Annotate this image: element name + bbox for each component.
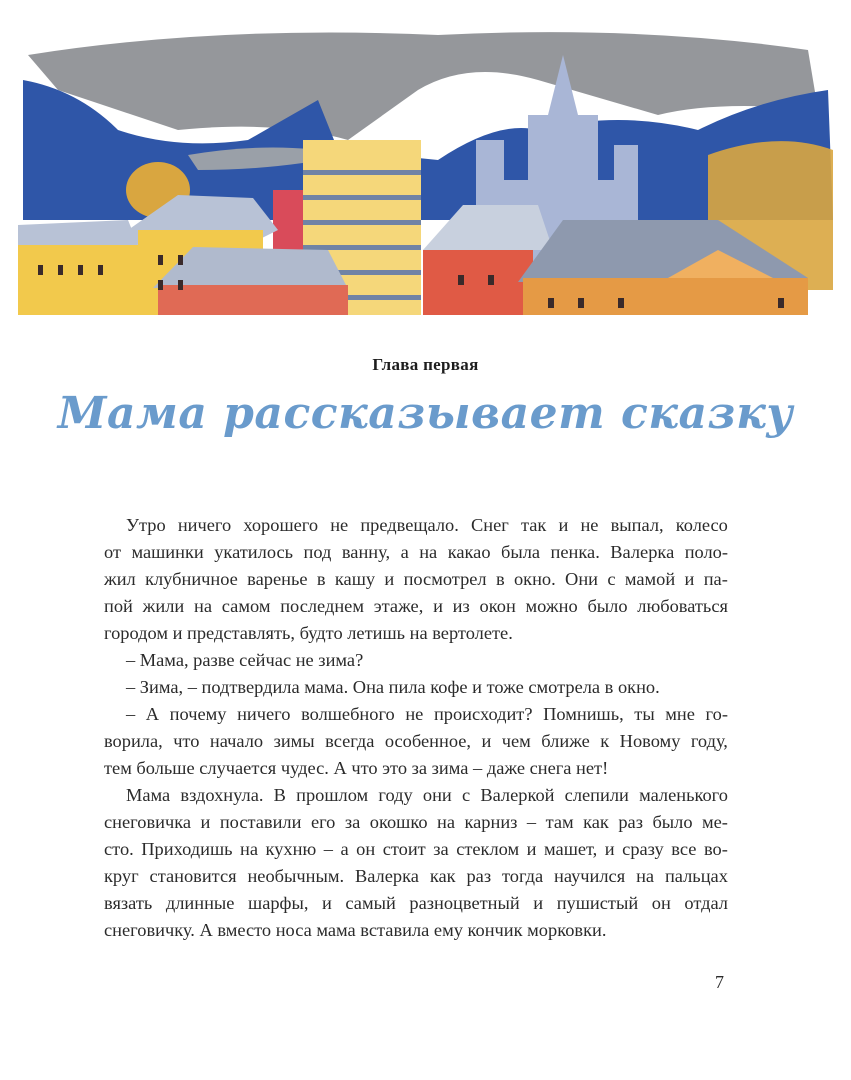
text-line: снеговичка и поставили его за окошко на карниз – там как раз было ме- bbox=[104, 812, 728, 832]
text-line: жил клубничное варенье в кашу и посмотрел в окно. Они с мамой и па- bbox=[104, 569, 728, 589]
chapter-title: Мама рассказывает сказку bbox=[57, 388, 794, 439]
text-line: Мама вздохнула. В прошлом году они с Валеркой слепили маленького bbox=[126, 785, 728, 805]
chapter-label: Глава первая bbox=[372, 355, 479, 374]
page-number: 7 bbox=[715, 972, 724, 992]
chapter-illustration bbox=[18, 20, 838, 315]
cityscape-illustration bbox=[18, 20, 838, 315]
text-line: городом и представлять, будто летишь на вертолете. bbox=[104, 623, 513, 643]
text-line: снеговичку. А вместо носа мама вставила ему кончик морковки. bbox=[104, 920, 607, 940]
text-line: от машинки укатилось под ванну, а на какао была пенка. Валерка поло- bbox=[104, 542, 728, 562]
text-line: – Зима, – подтвердила мама. Она пила кофе и тоже смотрела в окно. bbox=[126, 677, 660, 697]
text-line: – Мама, разве сейчас не зима? bbox=[126, 650, 364, 670]
text-line: круг становится необычным. Валерка как раз тогда научился на пальцах bbox=[104, 866, 728, 886]
text-line: тем больше случается чудес. А что это за зима – даже снега нет! bbox=[104, 758, 609, 778]
text-line: ворила, что начало зимы всегда особенное, и чем ближе к Новому году, bbox=[104, 731, 728, 751]
chapter-body-text bbox=[104, 512, 728, 944]
text-line: пой жили на самом последнем этаже, и из окон можно было любоваться bbox=[104, 596, 728, 616]
text-line: вязать длинные шарфы, и самый разноцветный и пушистый он отдал bbox=[104, 893, 728, 913]
text-line: Утро ничего хорошего не предвещало. Снег так и не выпал, колесо bbox=[126, 515, 728, 535]
text-line: – А почему ничего волшебного не происходит? Помнишь, ты мне го- bbox=[126, 704, 728, 724]
text-line: сто. Приходишь на кухню – а он стоит за стеклом и машет, и сразу все во- bbox=[104, 839, 728, 859]
